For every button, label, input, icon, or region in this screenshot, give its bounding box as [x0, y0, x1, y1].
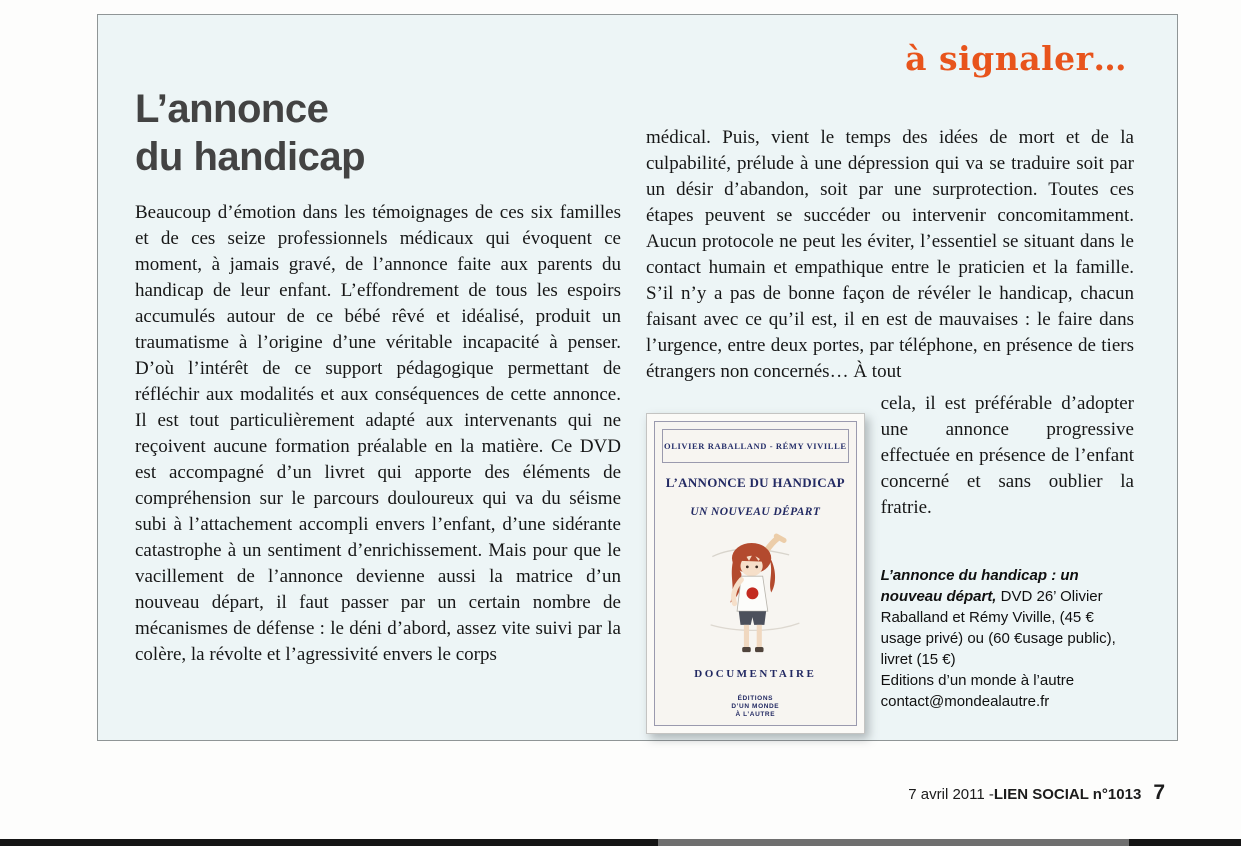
caption-details: DVD 26’ Olivier Raballand et Rémy Viville, (45 € usage privé) ou (60 €usage public), livret (15 €) [880, 588, 1116, 668]
title-line-2: du handicap [135, 135, 366, 179]
page-footer [908, 781, 1165, 805]
dvd-caption [881, 565, 1134, 712]
footer-date: 7 avril 2011 - [908, 786, 994, 803]
footer-page-number: 7 [1153, 781, 1165, 804]
dvd-genre: DOCUMENTAIRE [694, 668, 817, 680]
dvd-publisher-line1: ÉDITIONS [737, 695, 774, 702]
caption-email: contact@mondealautre.fr [880, 693, 1050, 710]
dvd-publisher-line2: D’UN MONDE [731, 703, 780, 710]
caption-title: L’annonce du handicap : un nouveau départ, [880, 567, 1079, 605]
caption-publisher: Editions d’un monde à l’autre [880, 672, 1075, 689]
dvd-cover-photo [646, 413, 865, 734]
dvd-publisher-line3: À L’AUTRE [735, 711, 776, 718]
dvd-title: L’ANNONCE DU HANDICAP [665, 475, 845, 490]
article-column-left: Beaucoup d’émotion dans les témoignages de ces six familles et de ces seize professionnels médicaux qui évoquent ce moment, à jamais gravé, de l’annonce faite aux parents du handicap de leur enfant. L’effondrement de tous les espoirs accumulés autour de ce bébé rêvé et idéalisé, produit un traumatisme à l’origine d’une véritable incapacité à penser. D’où l’intérêt de ce support pédagogique permettant de réfléchir aux modalités et aux conséquences de cette annonce. Il est tout particulièrement adapté aux intervenants qui ne reçoivent aucune formation préalable en la matière. Ce DVD est accompagné d’un livret qui apporte des éléments de compréhension sur le parcours douloureux qui va du séisme subi à l’attachement accompli envers l’enfant, d’une sidérante catastrophe à un sentiment d’enrichissement. Mais pour que le vacillement de l’annonce devienne aussi la matrice d’un nouveau départ, il faut passer par un certain nombre de mécanismes de défense : le déni d’abord, assez vite suivi par la colère, la révolte et l’agressivité envers le corps [135, 202, 621, 665]
article-column-right [646, 125, 1134, 734]
manga-girl-illustration [680, 531, 830, 659]
article-paragraph-wrap: cela, il est préférable d’adopter une annonce progressive effectuée en présence de l’enfant concerné et sans oublier la fratrie. [880, 393, 1134, 518]
dvd-authors: OLIVIER RABALLAND - RÉMY VIVILLE [662, 429, 849, 463]
media-row [646, 391, 1134, 734]
article-paragraph-right: médical. Puis, vient le temps des idées de mort et de la culpabilité, prélude à une dépression qui va se traduire soit par un désir d’abandon, soit par une surprotection. Toutes ces étapes peuvent se succéder ou intervenir concomitamment. Aucun protocole ne peut les éviter, l’essentiel se situant dans le contact humain et empathique entre le praticien et la famille. S’il n’y a pas de bonne façon de révéler le handicap, chacun faisant avec ce qu’il est, il en est de mauvaises : le faire dans l’urgence, entre deux portes, par téléphone, en présence de tiers étrangers non concernés… À tout [646, 127, 1134, 382]
scan-edge-artifact-light [658, 839, 1130, 846]
section-label: à signaler… [905, 39, 1127, 78]
right-of-cover-stack [881, 391, 1134, 734]
dvd-cover [654, 421, 857, 726]
footer-journal-name: LIEN SOCIAL n°1013 [993, 786, 1142, 803]
title-line-1: L’annonce [135, 87, 329, 131]
article-panel [97, 14, 1178, 741]
page-title [135, 85, 365, 181]
dvd-subtitle: UN NOUVEAU DÉPART [690, 506, 821, 518]
dvd-publisher-logo [660, 695, 851, 719]
